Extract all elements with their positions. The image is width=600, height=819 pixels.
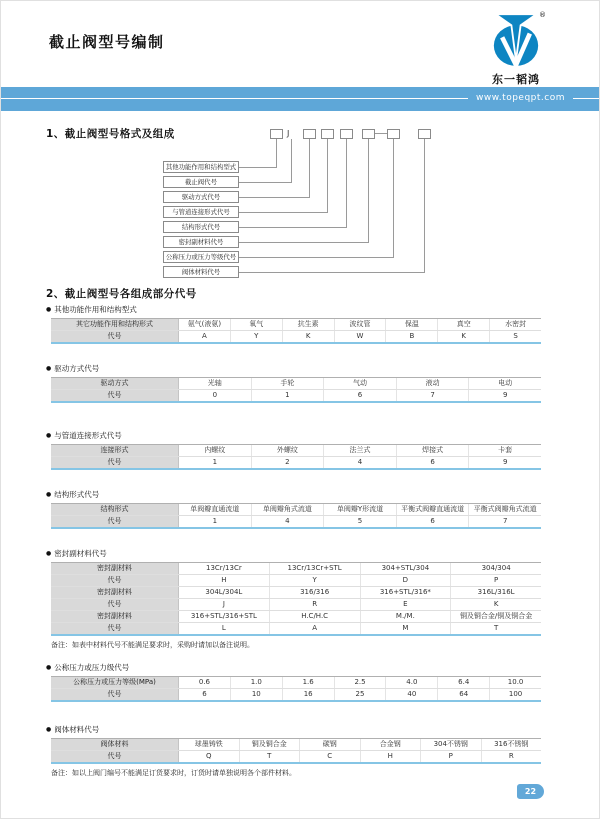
row-header-cell: 代号 <box>51 623 179 634</box>
format-label: 截止阀代号 <box>163 176 239 188</box>
row-header-cell: 代号 <box>51 516 179 527</box>
format-position-box <box>418 129 431 139</box>
valve-type-code: J <box>287 129 290 138</box>
table-cell: 2.5 <box>335 677 387 688</box>
table-section-other-function <box>46 304 541 344</box>
registered-trademark-icon: ® <box>539 11 546 19</box>
table-cell: 316+STL/316* <box>361 587 452 598</box>
format-label: 阀体材料代号 <box>163 266 239 278</box>
code-table-drive-mode <box>51 377 541 403</box>
table-cell: 法兰式 <box>324 445 397 456</box>
connector-line <box>239 197 309 198</box>
table-cell: J <box>179 599 270 610</box>
format-label: 结构形式代号 <box>163 221 239 233</box>
table-section-structure <box>46 489 541 529</box>
table-section-sealing-material <box>46 548 541 650</box>
table-cell: 保温 <box>386 319 438 330</box>
bullet-icon: ● <box>46 550 52 557</box>
bullet-label: 驱动方式代号 <box>54 364 100 373</box>
table-cell: 304+STL/304 <box>361 563 452 574</box>
table-cell: 64 <box>438 689 490 700</box>
row-header-cell: 代号 <box>51 575 179 586</box>
table-cell: P <box>494 576 499 584</box>
table-cell: 焊接式 <box>397 445 470 456</box>
dash-link-line <box>375 133 387 134</box>
connector-line <box>368 139 369 243</box>
row-header-cell: 公称压力或压力等级(MPa) <box>51 677 179 688</box>
code-table-pressure <box>51 676 541 702</box>
website-url: www.topeqpt.com <box>468 92 573 105</box>
bullet-label: 与管道连接形式代号 <box>54 431 122 440</box>
bullet-icon: ● <box>46 306 52 313</box>
table-cell: 10.0 <box>507 678 524 686</box>
table-cell: 波纹管 <box>335 319 387 330</box>
table-cell: 氧气 <box>231 319 283 330</box>
section2-title: 2、截止阀型号各组成部分代号 <box>46 288 197 300</box>
table-cell: B <box>386 331 438 342</box>
table-cell: 水密封 <box>505 320 527 328</box>
table-cell: 氨气(液氨) <box>179 319 231 330</box>
table-cell: 13Cr/13Cr+STL <box>270 563 361 574</box>
table-cell: M./M. <box>361 611 452 622</box>
table-cell: 25 <box>335 689 387 700</box>
table-cell: 气动 <box>324 378 397 389</box>
code-table-sealing-material <box>51 562 541 636</box>
table-cell: 6 <box>324 390 397 401</box>
table-cell: 光轴 <box>179 378 252 389</box>
table-cell: 4 <box>324 457 397 468</box>
table-row <box>51 599 541 611</box>
code-table-connection <box>51 444 541 470</box>
bullet-label: 公称压力或压力级代号 <box>54 663 130 672</box>
table-cell: 抗生素 <box>283 319 335 330</box>
table-row <box>51 390 541 401</box>
bullet-icon: ● <box>46 664 52 671</box>
format-label: 其他功能作用和结构型式 <box>163 161 239 173</box>
connector-line <box>346 139 347 228</box>
table-cell: K <box>493 600 499 608</box>
table-cell: 单阀瓣Y形流道 <box>324 504 397 515</box>
table-row <box>51 378 541 390</box>
row-header-cell: 代号 <box>51 331 179 342</box>
table-cell: L <box>179 623 270 634</box>
table-row <box>51 331 541 342</box>
table-row <box>51 611 541 623</box>
table-cell: 16 <box>283 689 335 700</box>
table-section-drive-mode <box>46 363 541 403</box>
table-cell: 卡套 <box>498 446 513 454</box>
table-cell: 1.0 <box>231 677 283 688</box>
connector-line <box>239 182 291 183</box>
bullet-label: 密封副材料代号 <box>54 549 107 558</box>
table-cell: 平衡式阀瓣直通流道 <box>397 504 470 515</box>
page-number-badge: 22 <box>517 784 544 799</box>
table-cell: 9 <box>502 391 508 399</box>
table-cell: T <box>493 624 499 632</box>
table-cell: C <box>300 751 361 762</box>
table-bullet-title <box>46 363 541 374</box>
table-cell: S <box>513 332 518 340</box>
bullet-label: 其他功能作用和结构型式 <box>54 305 137 314</box>
table-cell: 6 <box>397 516 470 527</box>
connector-line <box>239 242 368 243</box>
table-row <box>51 751 541 762</box>
row-header-cell: 阀体材料 <box>51 739 179 750</box>
table-cell: R <box>270 599 361 610</box>
table-cell: 316不锈钢 <box>494 740 529 748</box>
table-cell: 单阀瓣直通流道 <box>179 504 252 515</box>
format-label: 公称压力或压力等级代号 <box>163 251 239 263</box>
table-cell: A <box>270 623 361 634</box>
table-cell: 304不锈钢 <box>421 739 482 750</box>
company-name: 东一韬鸿 <box>492 73 540 86</box>
table-cell: 6 <box>397 457 470 468</box>
table-cell: H <box>179 575 270 586</box>
format-position-box <box>387 129 400 139</box>
table-cell: 0 <box>179 390 252 401</box>
table-cell: 7 <box>397 390 470 401</box>
table-cell: K <box>283 331 335 342</box>
format-position-box <box>362 129 375 139</box>
table-cell: 304/304 <box>481 564 511 572</box>
row-header-cell: 代号 <box>51 390 179 401</box>
bullet-label: 阀体材料代号 <box>54 725 100 734</box>
connector-line <box>276 139 277 168</box>
table-bullet-title <box>46 662 541 673</box>
table-row <box>51 457 541 468</box>
table-row <box>51 575 541 587</box>
row-header-cell: 代号 <box>51 599 179 610</box>
row-header-cell: 代号 <box>51 751 179 762</box>
table-cell: 平衡式阀瓣角式流道 <box>473 505 537 513</box>
table-cell: A <box>179 331 231 342</box>
connector-line <box>239 212 327 213</box>
format-label: 密封副材料代号 <box>163 236 239 248</box>
table-row <box>51 677 541 689</box>
table-cell: 铜及铜合金 <box>240 739 301 750</box>
table-cell: 100 <box>508 690 523 698</box>
row-header-cell: 连接形式 <box>51 445 179 456</box>
bullet-icon: ● <box>46 491 52 498</box>
row-header-cell: 结构形式 <box>51 504 179 515</box>
model-format-diagram <box>1 1 600 301</box>
table-cell: Q <box>179 751 240 762</box>
table-row <box>51 739 541 751</box>
table-cell: 1 <box>252 390 325 401</box>
table-row <box>51 689 541 700</box>
row-header-cell: 代号 <box>51 689 179 700</box>
section1-title: 1、截止阀型号格式及组成 <box>46 128 175 140</box>
table-cell: M <box>361 623 452 634</box>
format-label: 驱动方式代号 <box>163 191 239 203</box>
table-bullet-title <box>46 304 541 315</box>
table-cell: 304L/304L <box>179 587 270 598</box>
table-cell: H.C/H.C <box>270 611 361 622</box>
table-cell: 4 <box>252 516 325 527</box>
table-cell: 真空 <box>438 319 490 330</box>
format-position-box <box>303 129 316 139</box>
table-note: 备注：如以上阀门编号不能满足订货要求时，订货时请单独说明各个部件材料。 <box>51 769 296 777</box>
format-position-box <box>340 129 353 139</box>
format-position-box <box>321 129 334 139</box>
connector-line <box>393 139 394 258</box>
table-cell: 液动 <box>397 378 470 389</box>
table-cell: 6 <box>179 689 231 700</box>
table-cell: Y <box>231 331 283 342</box>
table-row <box>51 623 541 634</box>
table-row <box>51 587 541 599</box>
table-row <box>51 504 541 516</box>
table-cell: 1 <box>179 516 252 527</box>
table-bullet-title <box>46 430 541 441</box>
table-cell: Y <box>270 575 361 586</box>
table-cell: 球墨铸铁 <box>179 739 240 750</box>
table-section-pressure <box>46 662 541 702</box>
code-table-structure <box>51 503 541 529</box>
bullet-icon: ● <box>46 365 52 372</box>
table-cell: 碳钢 <box>300 739 361 750</box>
code-table-body-material <box>51 738 541 764</box>
table-cell: K <box>438 331 490 342</box>
row-header-cell: 密封副材料 <box>51 611 179 622</box>
table-cell: 316/316 <box>270 587 361 598</box>
table-cell: 6.4 <box>438 677 490 688</box>
table-row <box>51 563 541 575</box>
connector-line <box>239 227 346 228</box>
bullet-label: 结构形式代号 <box>54 490 100 499</box>
table-bullet-title <box>46 724 541 735</box>
table-cell: 电动 <box>498 379 513 387</box>
bullet-icon: ● <box>46 432 52 439</box>
table-cell: 内螺纹 <box>179 445 252 456</box>
connector-line <box>424 139 425 273</box>
table-cell: 1 <box>179 457 252 468</box>
connector-line <box>239 257 393 258</box>
bullet-icon: ● <box>46 726 52 733</box>
table-row <box>51 516 541 527</box>
table-row <box>51 445 541 457</box>
table-note: 备注：如表中材料代号不能满足要求时，采购时请加以备注说明。 <box>51 641 254 649</box>
table-cell: 5 <box>324 516 397 527</box>
table-cell: 2 <box>252 457 325 468</box>
table-cell: 1.6 <box>283 677 335 688</box>
connector-line <box>239 167 276 168</box>
table-cell: 合金钢 <box>361 739 422 750</box>
table-cell: T <box>240 751 301 762</box>
table-cell: W <box>335 331 387 342</box>
connector-line <box>309 139 310 198</box>
table-cell: 外螺纹 <box>252 445 325 456</box>
format-position-box <box>270 129 283 139</box>
table-cell: R <box>508 752 514 760</box>
table-cell: 7 <box>502 517 508 525</box>
table-section-body-material <box>46 724 541 778</box>
code-table-other-function <box>51 318 541 344</box>
row-header-cell: 驱动方式 <box>51 378 179 389</box>
format-label: 与管道连接形式代号 <box>163 206 239 218</box>
table-cell: 0.6 <box>179 677 231 688</box>
table-cell: E <box>361 599 452 610</box>
table-cell: 316L/316L <box>477 588 515 596</box>
table-section-connection <box>46 430 541 470</box>
table-cell: D <box>361 575 452 586</box>
table-cell: 40 <box>386 689 438 700</box>
table-bullet-title <box>46 489 541 500</box>
row-header-cell: 密封副材料 <box>51 587 179 598</box>
table-row <box>51 319 541 331</box>
table-cell: 4.0 <box>386 677 438 688</box>
table-cell: H <box>361 751 422 762</box>
table-cell: 单阀瓣角式流道 <box>252 504 325 515</box>
connector-line <box>327 139 328 213</box>
table-cell: 316+STL/316+STL <box>179 611 270 622</box>
page-title: 截止阀型号编制 <box>49 33 165 51</box>
table-bullet-title <box>46 548 541 559</box>
row-header-cell: 其它功能作用和结构形式 <box>51 319 179 330</box>
table-cell: 9 <box>502 458 508 466</box>
table-cell: 13Cr/13Cr <box>179 563 270 574</box>
table-cell: 手轮 <box>252 378 325 389</box>
table-cell: P <box>421 751 482 762</box>
connector-line <box>239 272 424 273</box>
connector-line <box>291 139 292 183</box>
row-header-cell: 密封副材料 <box>51 563 179 574</box>
table-cell: 10 <box>231 689 283 700</box>
table-cell: 铜及铜合金/铜及铜合金 <box>459 612 533 620</box>
row-header-cell: 代号 <box>51 457 179 468</box>
